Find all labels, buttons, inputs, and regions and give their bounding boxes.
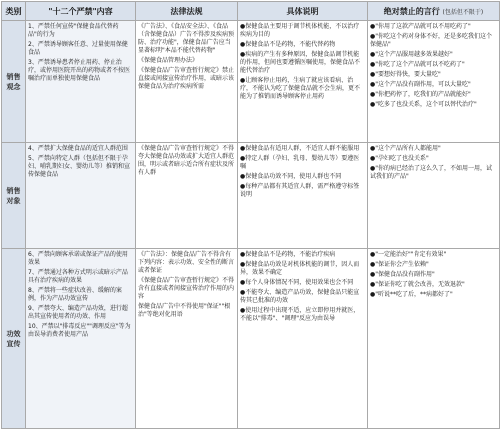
law-item: 《保健食品广告审查暂行规定》禁止直接或间接宣传治疗作用，或暗示该保健食品为治疗疾病所需 bbox=[138, 67, 235, 90]
banned-item: ●"你的病已经治了这么久了，不如用一用，试试我们的产品" bbox=[370, 165, 492, 180]
table-row bbox=[2, 21, 500, 143]
law-cell bbox=[136, 249, 238, 429]
banned-item: ●"你吃这个药对身体不好，还是多吃我们这个保健品" bbox=[370, 33, 492, 48]
banned-item: ●"听说**吃了后，**病都好了" bbox=[370, 291, 453, 298]
rules-cell bbox=[26, 143, 136, 249]
category-cell bbox=[2, 143, 26, 249]
rule-item: 4、严禁扩大保健食品的适宜人群范围 bbox=[28, 145, 128, 152]
detail-item: ●特定人群（孕妇、乳母、婴幼儿等）要遵医嘱 bbox=[240, 155, 360, 170]
detail-item: ●保健食品不是药物，不能代替药物 bbox=[240, 41, 336, 48]
banned-item: ●"这个产品服用越多效果越好" bbox=[370, 51, 453, 58]
detail-cell bbox=[238, 21, 368, 143]
header-detail: 具体说明 bbox=[238, 2, 368, 21]
law-item: 《广告法》：保健食品广告不得含有下列内容：表示功效、安全性的断言或者保证 bbox=[138, 251, 235, 274]
header-banned-title: 绝对禁止的言行 bbox=[383, 6, 440, 16]
banned-item: ●"这个产品所有人都能用" bbox=[370, 145, 441, 152]
rule-item: 1、严禁任何宣传"保健食品代替药品"的行为 bbox=[28, 23, 119, 38]
detail-item: ●保健食品有适用人群，不适宜人群不能服用 bbox=[240, 145, 360, 152]
law-item: 《保健食品广告审查暂行规定》不得含有直接或者间接宣传治疗作用的内容 bbox=[138, 277, 235, 300]
detail-item: ●使用过程中出现不适，应立即停用并就医，不能以"排毒"、"调理"反应为由误导 bbox=[240, 307, 360, 322]
table-body bbox=[2, 21, 500, 429]
detail-item: ●保健食品功效不同，使用人群也不同 bbox=[240, 173, 342, 180]
rules-cell bbox=[26, 21, 136, 143]
law-item: 《广告法》、《食品安全法》、《食品（含保健食品）广告不得涉及疾病预防、治疗功能"，保健食品广告应当显著标明"本品不能代替药物" bbox=[138, 23, 235, 54]
law-cell bbox=[136, 143, 238, 249]
detail-item: ●每个人身体情况不同，使用效果也会不同 bbox=[240, 279, 354, 286]
banned-cell bbox=[368, 143, 500, 249]
category-label: 销售对象 bbox=[6, 186, 21, 205]
rule-item: 8、严禁将一些症状改善、缓解的案例，作为产品功效宣传 bbox=[28, 287, 122, 302]
banned-item: ●"保证你会产生依赖" bbox=[370, 261, 429, 268]
banned-item: ●"你把药停了，吃我们的产品就能好" bbox=[370, 91, 471, 98]
rule-item: 2、严禁诱导顾客任意、过量使用保健食品 bbox=[28, 41, 128, 56]
header-banned bbox=[368, 2, 500, 21]
table-row bbox=[2, 143, 500, 249]
law-cell bbox=[136, 21, 238, 143]
header-law: 法律法规 bbox=[136, 2, 238, 21]
banned-item: ●"一定能治好""肯定有效果" bbox=[370, 251, 447, 258]
table-header-row bbox=[2, 2, 500, 21]
banned-item: ●"保证你吃了就会改善，无效退款" bbox=[370, 281, 465, 288]
banned-item: ●"要想好得快，要大量吃" bbox=[370, 71, 441, 78]
banned-item: ●"孕妇吃了也没关系" bbox=[370, 155, 429, 162]
category-cell bbox=[2, 21, 26, 143]
regulation-table-container bbox=[1, 1, 499, 427]
rule-item: 7、严禁通过各种方式明示或暗示产品具有治疗疾病的效果 bbox=[28, 269, 128, 284]
header-banned-note: (包括但不限于) bbox=[442, 8, 484, 16]
rule-item: 9、严禁夸大、编造产品功效，进行超出其宣传使用者的功效、作用 bbox=[28, 305, 128, 320]
banned-item: ●"这个产品没有副作用，可以大量吃" bbox=[370, 81, 471, 88]
banned-cell bbox=[368, 249, 500, 429]
rule-item: 6、严禁向顾客承诺或保证产品的使用效果 bbox=[28, 251, 128, 266]
category-cell bbox=[2, 249, 26, 429]
detail-item: ●每种产品都有其适宜人群，需严格遵守标签说明 bbox=[240, 183, 360, 198]
rule-item: 3、严禁诱导患者停止用药、停止治疗，或停用医院开出的药物或者不按医嘱治疗而单独使用保健食品 bbox=[28, 59, 131, 82]
regulation-table bbox=[1, 1, 500, 429]
detail-item: ●保健食品不是药物，不能治疗疾病 bbox=[240, 251, 336, 258]
header-rules: "十二个严禁"内容 bbox=[26, 2, 136, 21]
detail-cell bbox=[238, 143, 368, 249]
detail-item: ●保健食品主要用于调节机体机能，不以治疗疾病为目的 bbox=[240, 23, 360, 38]
law-item: 《保健食品广告审查暂行规定》不得夸大保健食品功效或扩大适宜人群范围，明示或者暗示适合所有症状及所有人群 bbox=[138, 145, 235, 176]
banned-item: ●"你吃了这个产品就可以不吃药了" bbox=[370, 61, 465, 68]
table-row bbox=[2, 249, 500, 429]
header-category: 类别 bbox=[2, 2, 26, 21]
rule-item: 5、严禁向特定人群（包括但不限于孕妇、哺乳期妇女、婴幼儿等）推销和宣传保健食品 bbox=[28, 155, 131, 178]
detail-item: ●不能夸大、编造产品功效，保健食品只能宣传其已批准的功效 bbox=[240, 289, 360, 304]
detail-cell bbox=[238, 249, 368, 429]
category-label: 销售观念 bbox=[6, 72, 21, 91]
detail-item: ●让顾客停止用药，生病了就应该看病、治疗，不能认为吃了保健食品就不会生病，更不能为了推销而诱导顾客停止用药 bbox=[240, 77, 361, 100]
category-label: 功效宣传 bbox=[6, 329, 21, 348]
detail-item: ●保健食品功效是对机体机能的调节，因人而异，效果不确定 bbox=[240, 261, 360, 276]
banned-item: ●"保健食品没有副作用" bbox=[370, 271, 435, 278]
rules-cell bbox=[26, 249, 136, 429]
detail-item: ●疾病的产生有多种原因，保健食品调节机能的作用，但间也要遵循医嘱使用，保健食品不能代替治疗 bbox=[240, 51, 361, 74]
banned-item: ●"你用了这款产品就可以不用吃药了" bbox=[370, 23, 471, 30]
banned-item: ●"吃多了也没关系，这个可以替代治疗" bbox=[370, 101, 477, 108]
law-item: 《保健食品管理办法》 bbox=[138, 57, 199, 64]
law-item: 保健食品广告中不得使用"保证""根治"等绝对化用语 bbox=[138, 303, 231, 318]
banned-cell bbox=[368, 21, 500, 143]
rule-item: 10、严禁以"排毒反应""调理反应"等为由误导消费者使用产品 bbox=[28, 323, 131, 338]
